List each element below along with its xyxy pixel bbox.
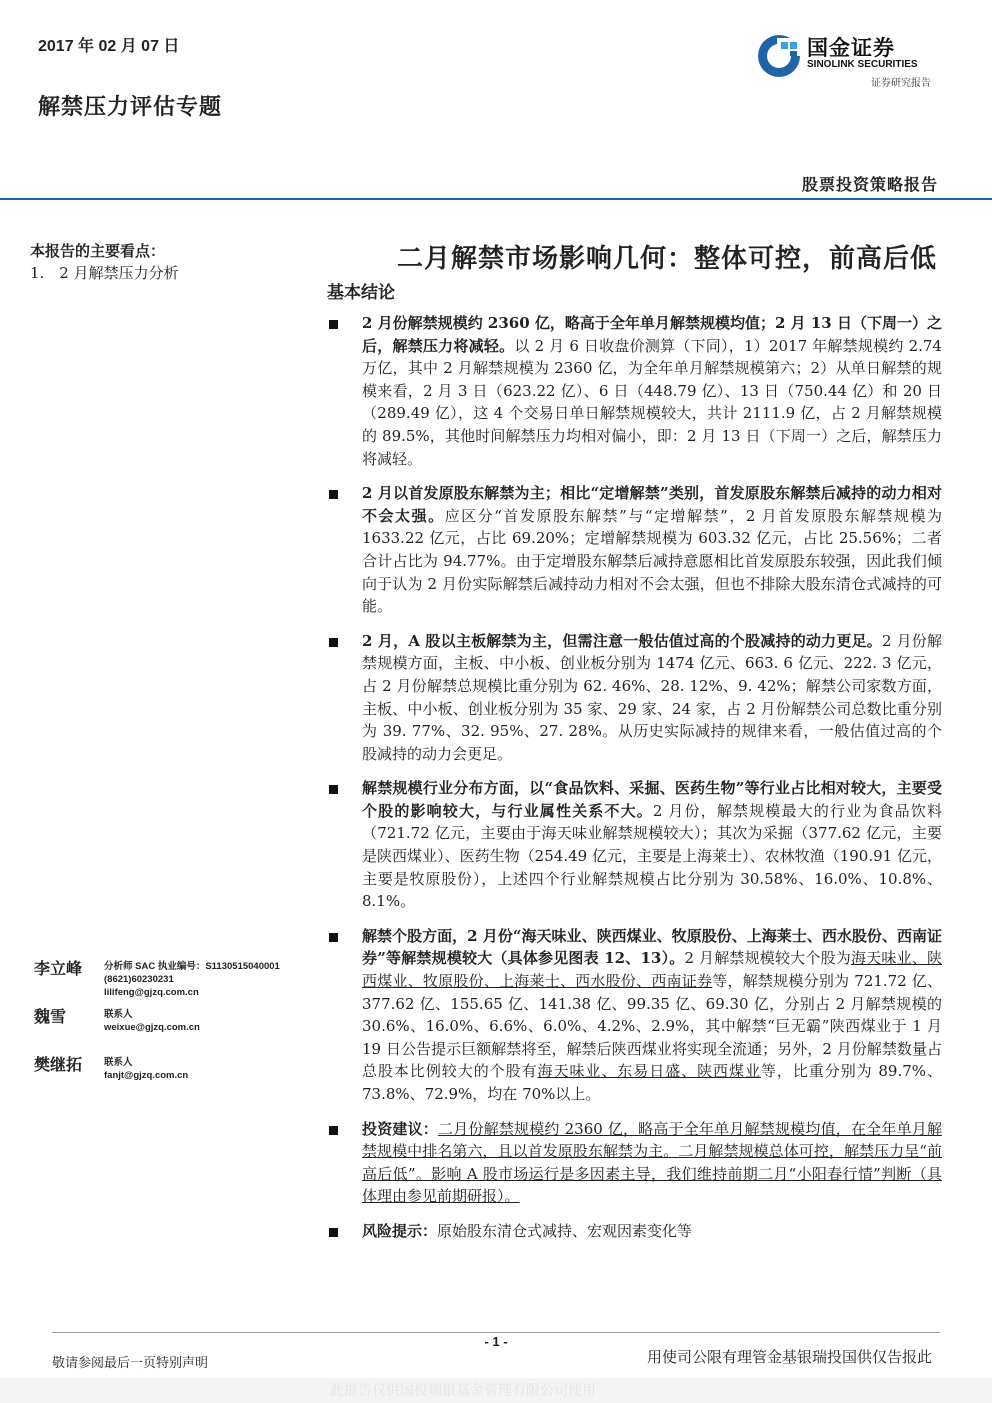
analyst-title: 联系人 (104, 1009, 133, 1020)
company-logo (755, 28, 950, 93)
bullet-heading: 2 月，A 股以主板解禁为主，但需注意一般估值过高的个股减持的动力更足。 (362, 631, 883, 650)
bullet-text: 2 月解禁规模较大个股为 (684, 949, 851, 968)
bullet-text: 2 月份解禁规模方面，主板、中小板、创业板分别为 1474 亿元、663. 6 亿元、222. 3 亿元，占 2 月份解禁总规模比重分别为 62. 46%、28. 12%、9. 42%；解禁公司家数方面，主板、中小板、创业板分别为 35 家、29 家、24 家，占 2 月份解禁公司总数比重分别为 39. 77%、32. 95%、27. 28%。从历史实际减持的规律来看，一般估值过高的个股减持的动力会更足。 (362, 631, 943, 763)
bullet-square-icon (329, 490, 338, 499)
analyst-email: lilifeng@gjzq.com.cn (104, 987, 199, 998)
bullet-square-icon (329, 785, 338, 794)
analyst-entry (34, 1004, 324, 1052)
analyst-info (104, 1008, 200, 1034)
report-date: 2017 年 02 月 07 日 (38, 38, 180, 55)
footer-divider (52, 1332, 940, 1333)
analyst-info (104, 1056, 188, 1082)
logo-subtitle: 证券研究报告 (871, 78, 931, 89)
logo-en-text: SINOLINK SECURITIES (807, 59, 918, 70)
bullet-square-icon (329, 1228, 338, 1237)
watermark-text: 此报告仅供国投瑞银基金管理有限公司使用 (330, 1383, 596, 1399)
logo-cn-text: 国金证券 (807, 36, 895, 60)
analyst-name: 李立峰 (34, 959, 83, 978)
bullet-text: 2 月份，解禁规模最大的行业为食品饮料（721.72 亿元，主要由于海天味业解禁规模较大）；其次为采掘（377.62 亿元，主要是陕西煤业）、医药生物（254.49 亿元，主要是上海莱士）、农林牧渔（190.91 亿元，主要是牧原股份），上述四个行业解禁规模占比分别为 30.58%、16.0%、10.8%、8.1%。 (362, 801, 942, 911)
analyst-title: 分析师 SAC 执业编号：S1130515040001 (104, 961, 280, 972)
bullet-text: 二月份解禁规模约 2360 亿，略高于全年单月解禁规模均值，在全年单月解禁规模中排名第六，且以首发原股东解禁为主。二月解禁规模总体可控，解禁压力呈“前高后低”。影响 A 股市场运行是多因素主导，我们维持前期二月“小阳春行情”判断（具体理由参见前期研报）。 (362, 1119, 942, 1206)
conclusion-list (326, 312, 942, 1255)
analyst-title: 联系人 (104, 1057, 133, 1068)
analyst-phone: (8621)60230231 (104, 974, 174, 985)
analyst-email: fanjt@gjzq.com.cn (104, 1070, 189, 1081)
list-item (326, 630, 942, 766)
report-type: 股票投资策略报告 (801, 175, 938, 194)
report-topic: 解禁压力评估专题 (38, 94, 223, 120)
bullet-heading: 2 月以首发原股东解禁为主；相比“定增解禁”类别，首发原股东解禁后减持的动力相对不会太强。 (362, 484, 942, 525)
sinolink-logo-icon (755, 32, 803, 80)
stock-list-link: 海天味业、东易日盛、陕西煤业 (537, 1062, 761, 1081)
list-item (326, 312, 942, 470)
bullet-text: 等，比重分别为 89.7%、73.8%、72.9%，均在 70%以上。 (362, 1062, 942, 1103)
analyst-entry (34, 956, 324, 1004)
section-subtitle: 基本结论 (327, 283, 395, 303)
bullet-text: 以 2 月 6 日收盘价测算（下同），1）2017 年解禁规模约 2.74 万亿，其中 2 月解禁规模为 2360 亿，为全年单月解禁规模第六；2）从单日解禁的规模来看，2 月 3 日（623.22 亿）、6 日（448.79 亿）、13 日（750.44 亿）和 20 日（289.49 亿），这 4 个交易日单日解禁规模较大，共计 2111.9 亿，占 2 月解禁规模的 89.5%，其他时间解禁压力均相对偏小，即：2 月 13 日（下周一）之后，解禁压力将减轻。 (362, 336, 942, 468)
page-title: 二月解禁市场影响几何：整体可控，前高后低 (396, 244, 937, 274)
list-item (326, 482, 942, 618)
analyst-info (104, 960, 280, 999)
analyst-name: 樊继拓 (34, 1055, 83, 1074)
bullet-square-icon (329, 933, 338, 942)
bullet-heading: 解禁个股方面，2 月份“海天味业、陕西煤业、牧原股份、上海莱士、西水股份、西南证券”等解禁规模较大（具体参见图表 12、13）。 (362, 926, 942, 968)
analyst-name: 魏雪 (34, 1007, 67, 1026)
list-item (326, 1220, 942, 1243)
analyst-entry (34, 1052, 324, 1100)
bullet-heading: 投资建议： (362, 1119, 439, 1138)
page-number: - 1 - (484, 1334, 508, 1349)
analyst-list (34, 956, 324, 1100)
list-item (326, 1118, 942, 1208)
stock-list-link: 海天味业、陕西煤业、牧原股份、上海莱士、西水股份、西南证券 (362, 949, 942, 991)
highlights-item: 1. 2 月解禁压力分析 (30, 264, 179, 282)
header-divider (0, 198, 992, 200)
footer-right-text: 用使司公限有理管金基银瑞投国供仅告报此 (646, 1348, 932, 1366)
bullet-square-icon (329, 1126, 338, 1135)
list-item (326, 777, 942, 913)
highlights-title: 本报告的主要看点： (30, 242, 166, 260)
bullet-square-icon (329, 638, 338, 647)
bullet-square-icon (329, 320, 338, 329)
analyst-email: weixue@gjzq.com.cn (104, 1022, 200, 1033)
bullet-text: 原始股东清仓式减持、宏观因素变化等 (437, 1221, 693, 1240)
disclaimer-note: 敬请参阅最后一页特别声明 (52, 1356, 209, 1371)
bullet-text: 等，解禁规模分别为 721.72 亿、377.62 亿、155.65 亿、141.38 亿、99.35 亿、69.30 亿，分别占 2 月解禁规模的 30.6%、16.0%、6.6%、6.0%、4.2%、2.9%，其中解禁“巨无霸”陕西煤业于 1 月 19 日公告提示巨额解禁将至，解禁后陕西煤业将实现全流通；另外，2 月份解禁数量占总股本比例较大的个股有 (362, 972, 942, 1081)
bullet-heading: 风险提示： (362, 1221, 438, 1240)
bullet-text: 应区分“首发原股东解禁”与“定增解禁”，2 月首发原股东解禁规模为 1633.22 亿元，占比 69.20%；定增解禁规模为 603.32 亿元，占比 25.56%；二者合计占比为 94.77%。由于定增股东解禁后减持意愿相比首发原股东较强，因此我们倾向于认为 2 月份实际解禁后减持动力相对不会太强，但也不排除大股东清仓式减持的可能。 (362, 506, 942, 616)
bullet-heading: 2 月份解禁规模约 2360 亿，略高于全年单月解禁规模均值；2 月 13 日（下周一）之后，解禁压力将减轻。 (362, 314, 942, 355)
list-item (326, 925, 942, 1106)
bullet-heading: 解禁规模行业分布方面，以“食品饮料、采掘、医药生物”等行业占比相对较大，主要受个股的影响较大，与行业属性关系不大。 (362, 779, 942, 820)
